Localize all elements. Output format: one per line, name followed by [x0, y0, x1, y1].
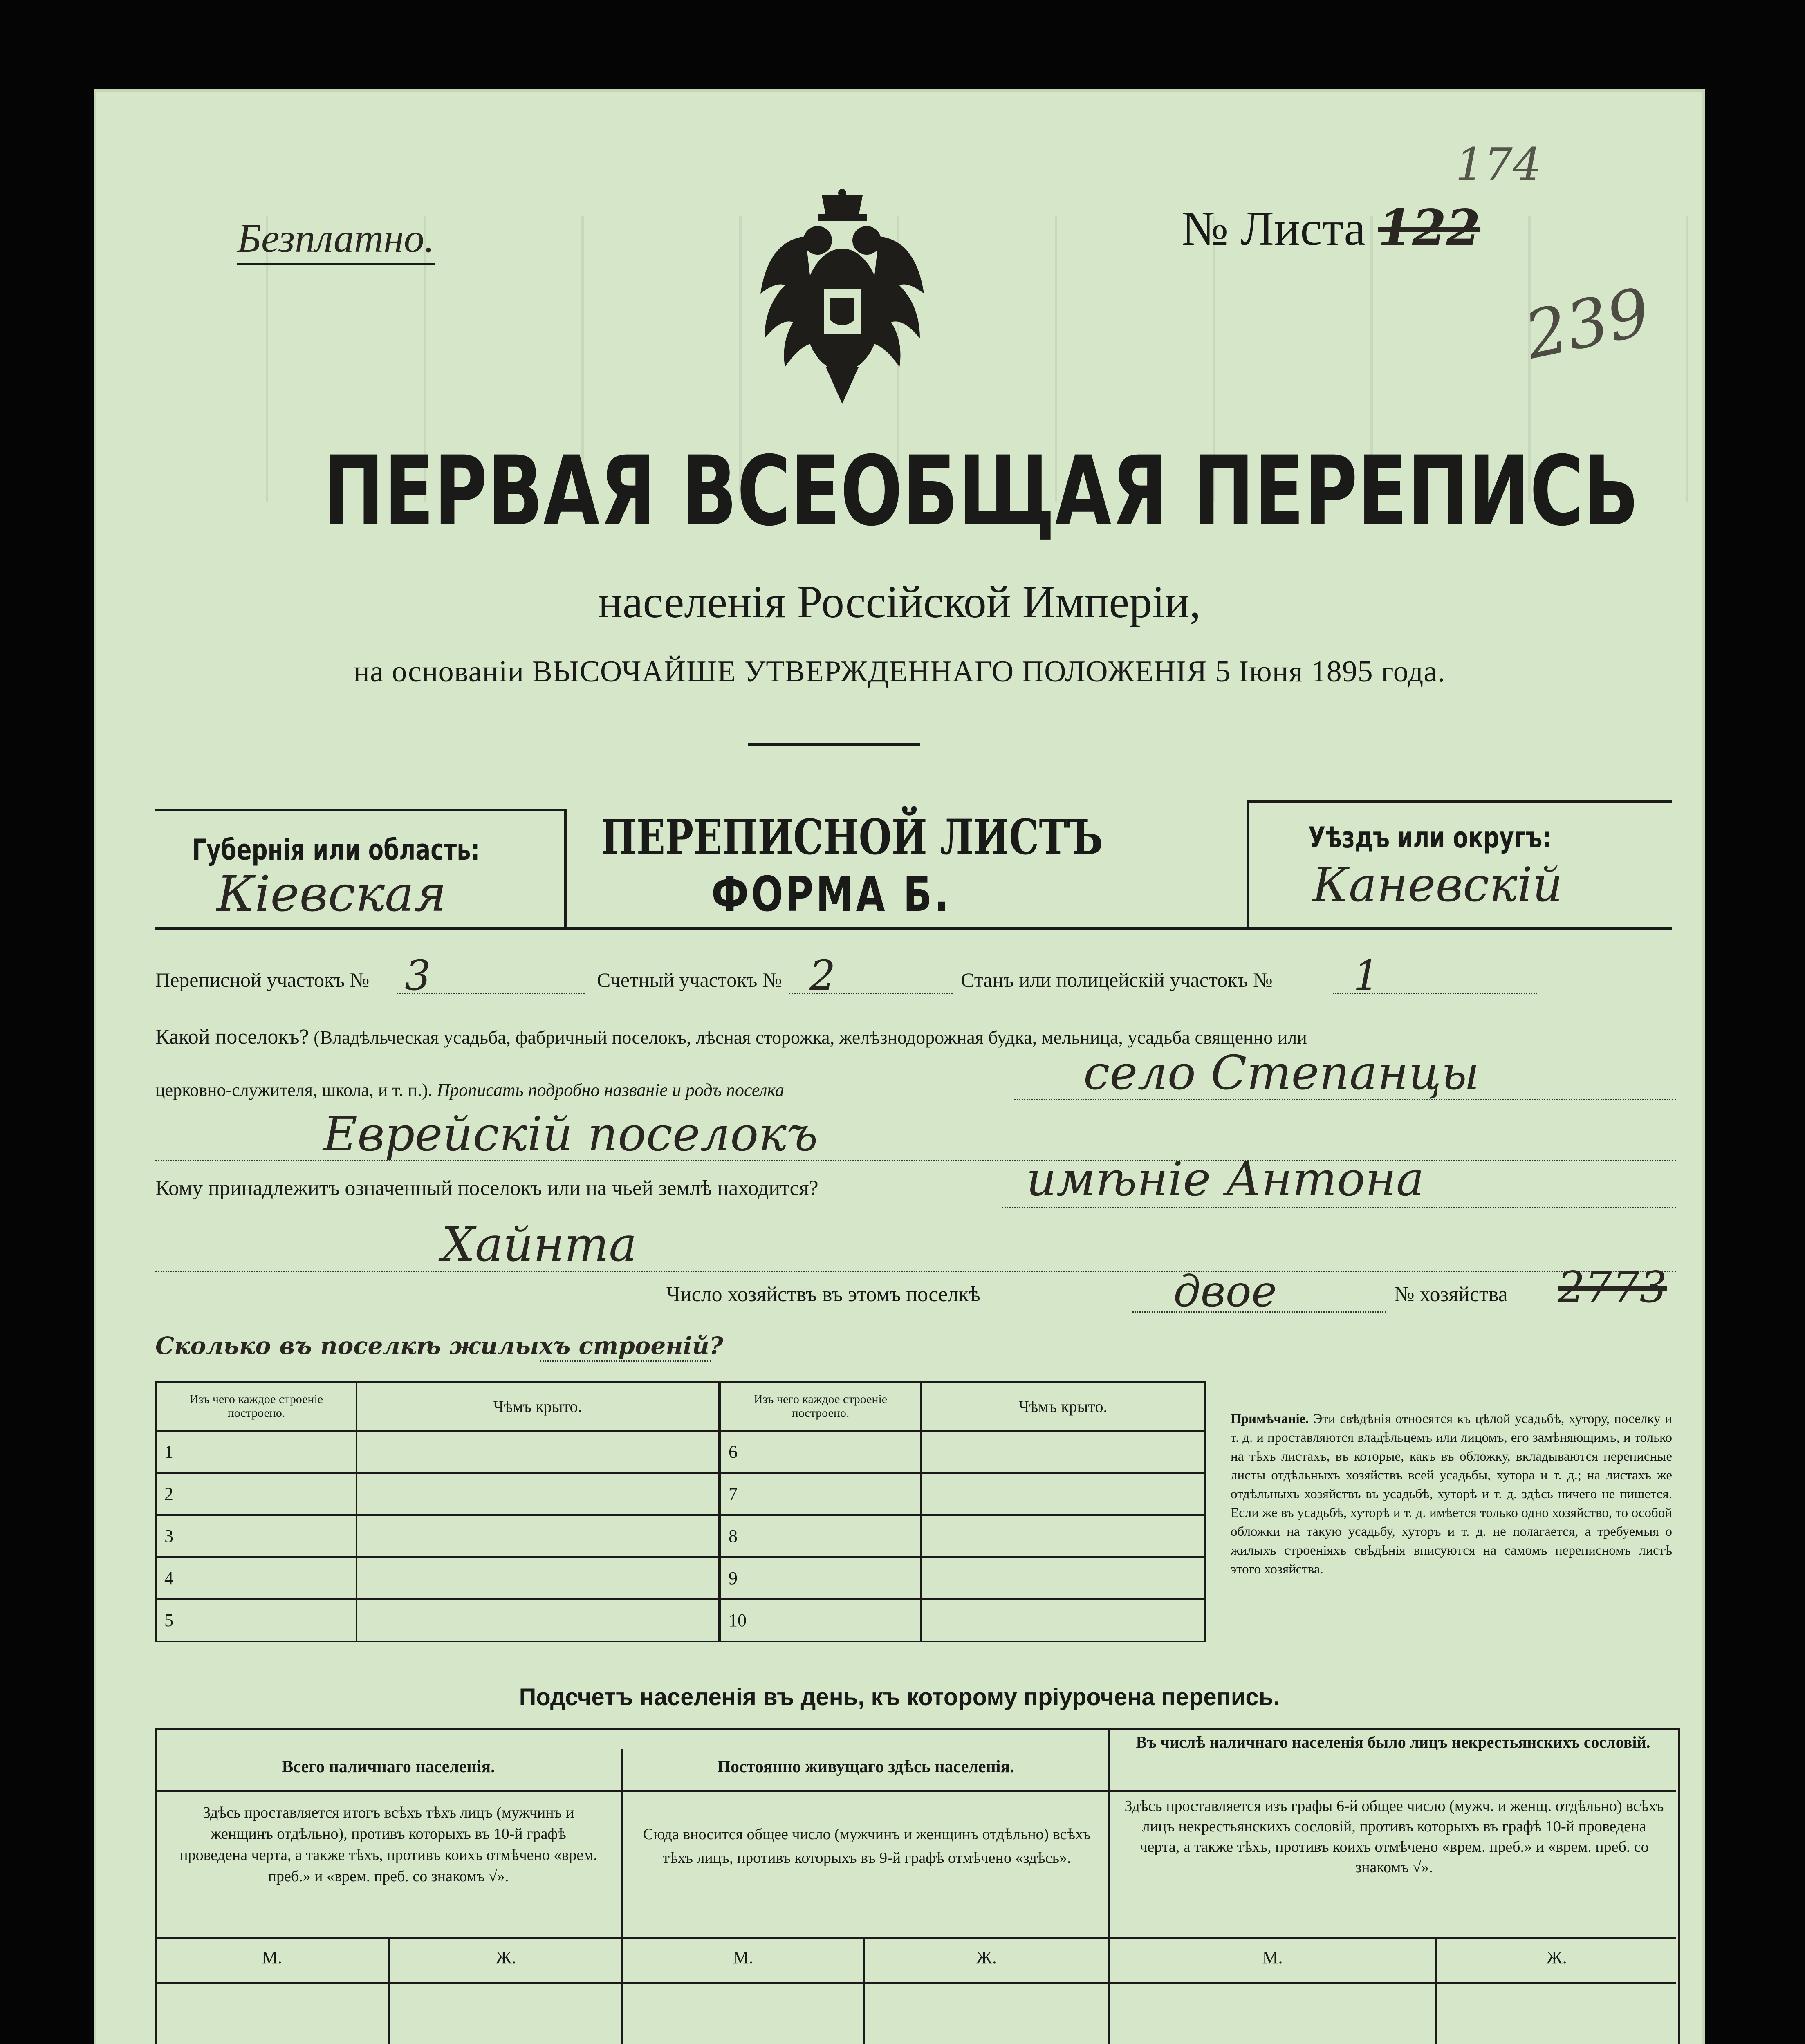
remark-title: Примѣчаніе. — [1231, 1412, 1309, 1426]
legal-basis: на основаніи ВЫСОЧАЙШЕ УТВЕРЖДЕННАГО ПОЛОЖЕНІЯ 5 Іюня 1895 года. — [353, 655, 1446, 688]
population-col-divider-2 — [1108, 1728, 1110, 2044]
buildings-label: Сколько въ поселкѣ жилыхъ строеній? — [155, 1332, 723, 1360]
col1-male-header: М. — [261, 1948, 283, 1968]
households-value: двое — [1173, 1266, 1277, 1316]
free-label: Безплатно. — [237, 214, 435, 265]
building-row-1: 1 — [156, 1431, 357, 1473]
province-value: Кіевская — [217, 866, 446, 923]
building-row-8: 8 — [720, 1515, 921, 1557]
buildings-table-right — [720, 1381, 1206, 1642]
buildings-table-left — [155, 1381, 720, 1642]
col3-male-header: М. — [1262, 1948, 1283, 1968]
building-roof-9[interactable] — [921, 1557, 1205, 1599]
building-roof-7[interactable] — [921, 1473, 1205, 1515]
population-col3-title: Въ числѣ наличнаго населенія было лицъ некрестьянскихъ сословій. — [1136, 1733, 1650, 1751]
col1-female-cell[interactable] — [392, 1986, 619, 2044]
corner-mark-top: 174 — [1455, 138, 1541, 191]
remark-text: Эти свѣдѣнія относятся къ цѣлой усадьбѣ, хутору, поселку и т. д. и проставляются владѣльцемъ или лицомъ, его замѣняющимъ, и только на тѣхъ листахъ, въ которые, какъ въ обложку, вкладываются переписные листы отдѣльныхъ хозяйствъ всей усадьбы, хутора и т. д.; на листахъ же отдѣльныхъ хозяйствъ въ усадьбѣ, хуторѣ и т. д. здѣсь ничего не пишется. Если же въ усадьбѣ, хуторѣ и т. д. имѣется только одно хозяйство, то особой обложки на такую усадьбу, хуторъ и т. д. не полагается, а требуемыя о жилыхъ строеніяхъ свѣдѣнія вписуются на самомъ переписномъ листѣ этого хозяйства. — [1231, 1412, 1673, 1577]
population-col2-title: Постоянно живущаго здѣсь населенія. — [717, 1757, 1014, 1776]
building-roof-8[interactable] — [921, 1515, 1205, 1557]
population-col3-text: Здѣсь проставляется изъ графы 6-й общее число (мужч. и женщ. отдѣльно) всѣхъ лицъ некрестьянскихъ сословій, противъ которыхъ въ графѣ 10-й проведена черта, а также тѣхъ, противъ коихъ отмѣчено «врем. преб.» и «врем. преб. со знакомъ √». — [1124, 1797, 1664, 1876]
building-roof-4[interactable] — [357, 1557, 719, 1599]
population-col-divider-1 — [621, 1749, 623, 2044]
form-block-right-vert — [1247, 800, 1249, 927]
building-roof-10[interactable] — [921, 1599, 1205, 1641]
form-block-top-rule — [155, 809, 564, 811]
owner-value-2: Хайнта — [442, 1217, 637, 1272]
col2-female-cell[interactable] — [867, 1986, 1106, 2044]
population-heading: Подсчетъ населенія въ день, къ которому пріурочена перепись. — [519, 1684, 1280, 1710]
col2-male-header: М. — [733, 1948, 753, 1968]
household-no-value: 2773 — [1558, 1262, 1667, 1312]
settlement-value-2: Еврейскій поселокъ — [323, 1107, 818, 1162]
form-block-top-rule-right — [1247, 800, 1672, 803]
stan-value: 1 — [1353, 952, 1379, 1000]
subtitle: населенія Россійской Имперіи, — [598, 577, 1201, 628]
household-no-label: № хозяйства — [1394, 1283, 1508, 1306]
col3-female-cell[interactable] — [1439, 1986, 1674, 2044]
building-roof-5[interactable] — [357, 1599, 719, 1641]
title-divider — [748, 743, 920, 746]
households-label: Число хозяйствъ въ этомъ поселкѣ — [666, 1283, 980, 1306]
counting-area-line — [789, 993, 953, 994]
building-row-5: 5 — [156, 1599, 357, 1641]
owner-value-1: имѣніе Антона — [1026, 1152, 1424, 1207]
building-row-3: 3 — [156, 1515, 357, 1557]
building-row-9: 9 — [720, 1557, 921, 1599]
building-roof-2[interactable] — [357, 1473, 719, 1515]
settlement-line-2 — [155, 1160, 1676, 1161]
building-roof-3[interactable] — [357, 1515, 719, 1557]
owner-label: Кому принадлежитъ означенный поселокъ или на чьей землѣ находится? — [155, 1177, 818, 1200]
building-row-6: 6 — [720, 1431, 921, 1473]
main-title: ПЕРВАЯ ВСЕОБЩАЯ ПЕРЕПИСЬ — [323, 436, 1639, 547]
building-roof-6[interactable] — [921, 1431, 1205, 1473]
col-roof-header: Чѣмъ крыто. — [357, 1382, 719, 1431]
population-col2-text: Сюда вносится общее число (мужчинъ и женщинъ отдѣльно) всѣхъ тѣхъ лицъ, противъ которыхъ въ 9-й графѣ отмѣчено «здѣсь». — [643, 1826, 1091, 1867]
building-row-4: 4 — [156, 1557, 357, 1599]
census-area-value: 3 — [405, 952, 431, 1000]
population-col1-text: Здѣсь проставляется итогъ всѣхъ тѣхъ лицъ (мужчинъ и женщинъ отдѣльно), противъ которыхъ въ 10-й графѣ проведена черта, а также тѣхъ, противъ коихъ отмѣчено «врем. преб.» и «врем. преб. со знакомъ √». — [179, 1804, 597, 1885]
district-label: Уѣздъ или округъ: — [1308, 821, 1552, 854]
population-values-rule — [155, 1982, 1676, 1984]
building-row-10: 10 — [720, 1599, 921, 1641]
col1-male-cell[interactable] — [157, 1986, 386, 2044]
population-mf-rule — [155, 1937, 1676, 1939]
census-form-sheet — [94, 89, 1705, 2044]
col3-female-header: Ж. — [1546, 1948, 1567, 1968]
settlement-value-1: село Степанцы — [1083, 1046, 1480, 1100]
col-material-header: Изъ чего каждое строеніе построено. — [156, 1382, 357, 1431]
building-roof-1[interactable] — [357, 1431, 719, 1473]
stan-line — [1333, 993, 1537, 994]
settlement-hint: церковно-служителя, школа, и т. п.). Прописать подробно названіе и родъ поселка — [155, 1080, 784, 1100]
buildings-line — [540, 1360, 711, 1362]
form-block-left-vert — [564, 809, 567, 927]
col3-male-cell[interactable] — [1112, 1986, 1433, 2044]
col2-female-header: Ж. — [976, 1948, 997, 1968]
form-block-bottom-rule — [155, 927, 1672, 930]
col-material-header-right: Изъ чего каждое строеніе построено. — [720, 1382, 921, 1431]
col2-male-cell[interactable] — [626, 1986, 861, 2044]
settlement-line-1 — [1014, 1099, 1676, 1100]
col1-female-header: Ж. — [496, 1948, 516, 1968]
district-value: Каневскій — [1312, 858, 1563, 912]
col-roof-header-right: Чѣмъ крыто. — [921, 1382, 1205, 1431]
counting-area-label: Счетный участокъ № — [597, 968, 782, 991]
population-col1-title: Всего наличнаго населенія. — [282, 1757, 495, 1776]
sheet-number-value: 122 — [1378, 199, 1481, 257]
population-title-rule — [155, 1790, 1676, 1792]
census-area-line — [397, 993, 585, 994]
form-subtitle: ФОРМА Б. — [711, 866, 951, 922]
owner-line-1 — [1002, 1207, 1676, 1208]
sheet-number-label: № Листа 122 — [1182, 199, 1481, 257]
building-row-7: 7 — [720, 1473, 921, 1515]
owner-line-2 — [155, 1271, 1676, 1272]
households-line — [1132, 1311, 1386, 1313]
census-area-label: Переписной участокъ № — [155, 968, 370, 991]
counting-area-value: 2 — [809, 952, 836, 1000]
remark — [1231, 1410, 1672, 1579]
building-row-2: 2 — [156, 1473, 357, 1515]
corner-mark-right: 239 — [1518, 273, 1657, 374]
form-title: ПЕРЕПИСНОЙ ЛИСТЪ — [601, 809, 1103, 865]
stan-label: Станъ или полицейскій участокъ № — [961, 968, 1273, 991]
double-headed-eagle-icon — [756, 187, 928, 408]
settlement-label: Какой поселокъ? (Владѣльческая усадьба, фабричный поселокъ, лѣсная сторожка, желѣзнодорожная будка, мельница, усадьба священно или — [155, 1025, 1307, 1049]
province-label: Губернія или область: — [192, 833, 480, 867]
